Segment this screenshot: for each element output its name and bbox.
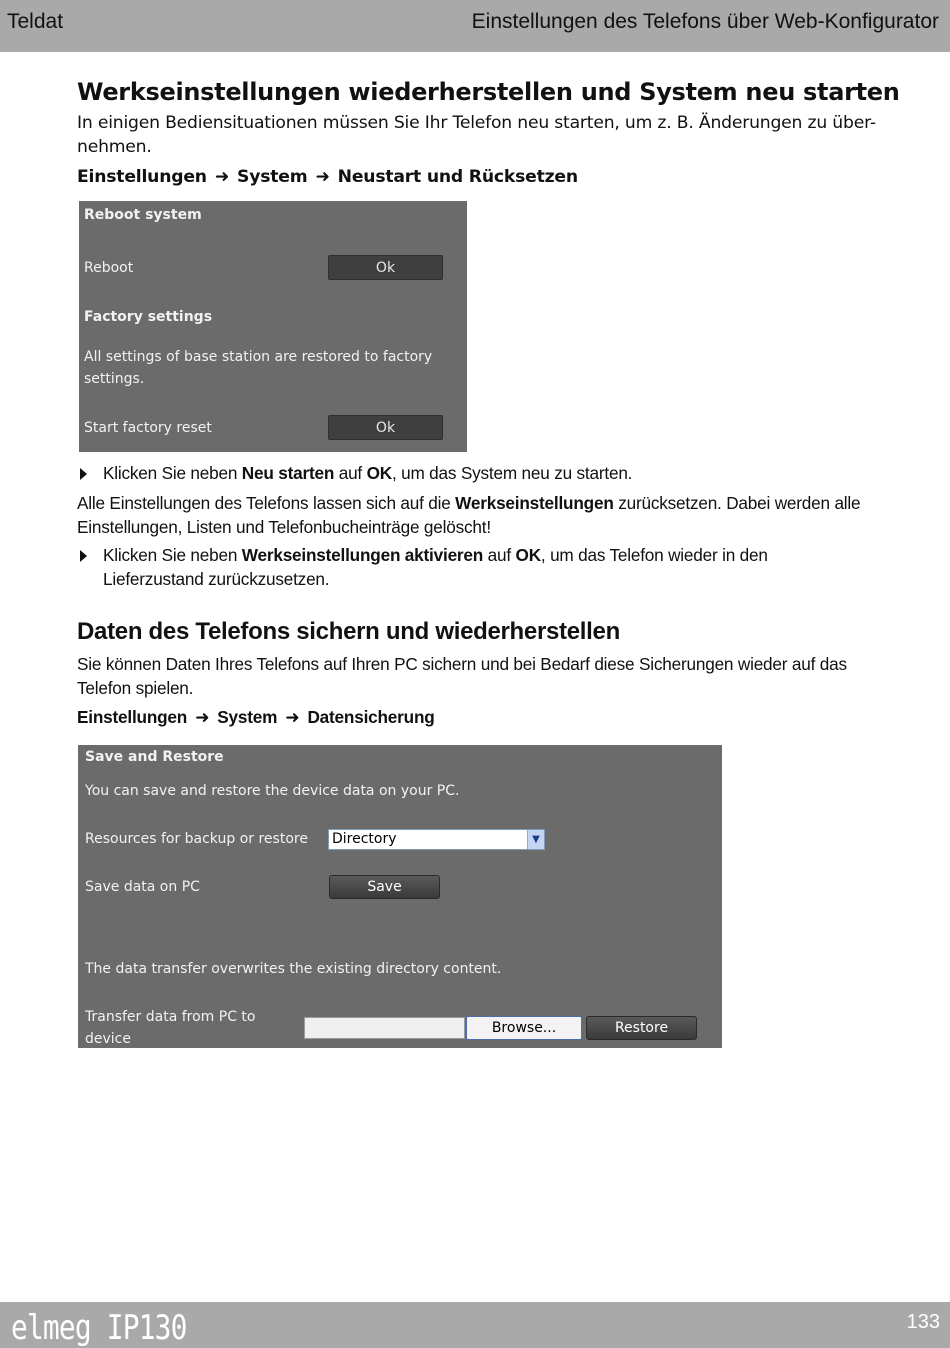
reboot-ok-button[interactable]: Ok (328, 255, 443, 280)
factory-desc-line1: All settings of base station are restored to factory (84, 349, 433, 365)
restore-button[interactable]: Restore (586, 1016, 697, 1040)
factory-desc-line2: settings. (84, 371, 145, 387)
factory-reset-explanation: Alle Einstellungen des Telefons lassen sich auf die Werkseinstellungen zurücksetzen. Dabei werden alle Einstellungen, Listen und Telefonbucheinträge gelöscht! (77, 493, 861, 537)
path-step-restart-reset: Neustart und Rücksetzen (337, 167, 578, 187)
reboot-label: Reboot (84, 260, 134, 276)
resources-select[interactable] (328, 829, 545, 850)
path-step-settings: Einstellungen (77, 707, 188, 727)
factory-reset-label: Start factory reset (84, 420, 212, 436)
path-step-data-backup: Datensicherung (307, 707, 435, 727)
resources-label: Resources for backup or restore (85, 831, 308, 847)
header-brand: Teldat (7, 10, 64, 33)
reboot-heading: Reboot system (84, 207, 202, 223)
save-restore-panel-screenshot (78, 745, 722, 1048)
menu-path-reset (77, 167, 578, 187)
save-restore-heading: Save and Restore (85, 749, 224, 765)
chevron-down-icon[interactable]: ▼ (527, 830, 544, 849)
factory-settings-heading: Factory settings (84, 309, 213, 325)
product-logo: elmeg IP130 (11, 1308, 187, 1348)
page-footer (0, 1302, 950, 1348)
file-path-input[interactable] (304, 1017, 465, 1039)
factory-reset-ok-button[interactable]: Ok (328, 415, 443, 440)
bullet-triangle-icon (80, 550, 87, 562)
menu-path-backup (77, 707, 435, 728)
path-step-system: System (217, 707, 278, 727)
save-data-label: Save data on PC (85, 879, 200, 895)
instruction-factory-reset: Klicken Sie neben Werkseinstellungen aktivieren auf OK, um das Telefon wieder in den Lieferzustand zurückzusetzen. (77, 544, 857, 591)
section-intro-factory-reset: In einigen Bediensituationen müssen Sie Ihr Telefon neu starten, um z. B. Änderungen zu über- nehmen. (77, 113, 876, 157)
arrow-icon: ➜ (285, 707, 300, 727)
page-number: 133 (906, 1311, 940, 1333)
path-step-settings: Einstellungen (77, 167, 207, 187)
page-header (0, 0, 950, 52)
header-chapter-title: Einstellungen des Telefons über Web-Konfigurator (471, 10, 939, 33)
bullet-triangle-icon (80, 468, 87, 480)
overwrite-warning: The data transfer overwrites the existing directory content. (85, 961, 502, 977)
section-title-backup: Daten des Telefons sichern und wiederherstellen (77, 618, 620, 645)
reboot-panel-screenshot (79, 201, 467, 452)
arrow-icon: ➜ (214, 167, 230, 187)
section-title-factory-reset: Werkseinstellungen wiederherstellen und System neu starten (77, 78, 900, 106)
instruction-reboot: Klicken Sie neben Neu starten auf OK, um das System neu zu starten. (77, 462, 857, 486)
transfer-label-line2: device (85, 1031, 131, 1047)
arrow-icon: ➜ (195, 707, 210, 727)
section-intro-backup: Sie können Daten Ihres Telefons auf Ihren PC sichern und bei Bedarf diese Sicherungen wieder auf das Telefon spielen. (77, 654, 847, 698)
path-step-system: System (237, 167, 308, 187)
save-restore-desc: You can save and restore the device data on your PC. (85, 783, 460, 799)
save-button[interactable]: Save (329, 875, 440, 899)
browse-button[interactable]: Browse... (466, 1016, 582, 1040)
arrow-icon: ➜ (315, 167, 330, 187)
resources-select-value: Directory (332, 831, 397, 847)
transfer-label-line1: Transfer data from PC to (85, 1009, 256, 1025)
